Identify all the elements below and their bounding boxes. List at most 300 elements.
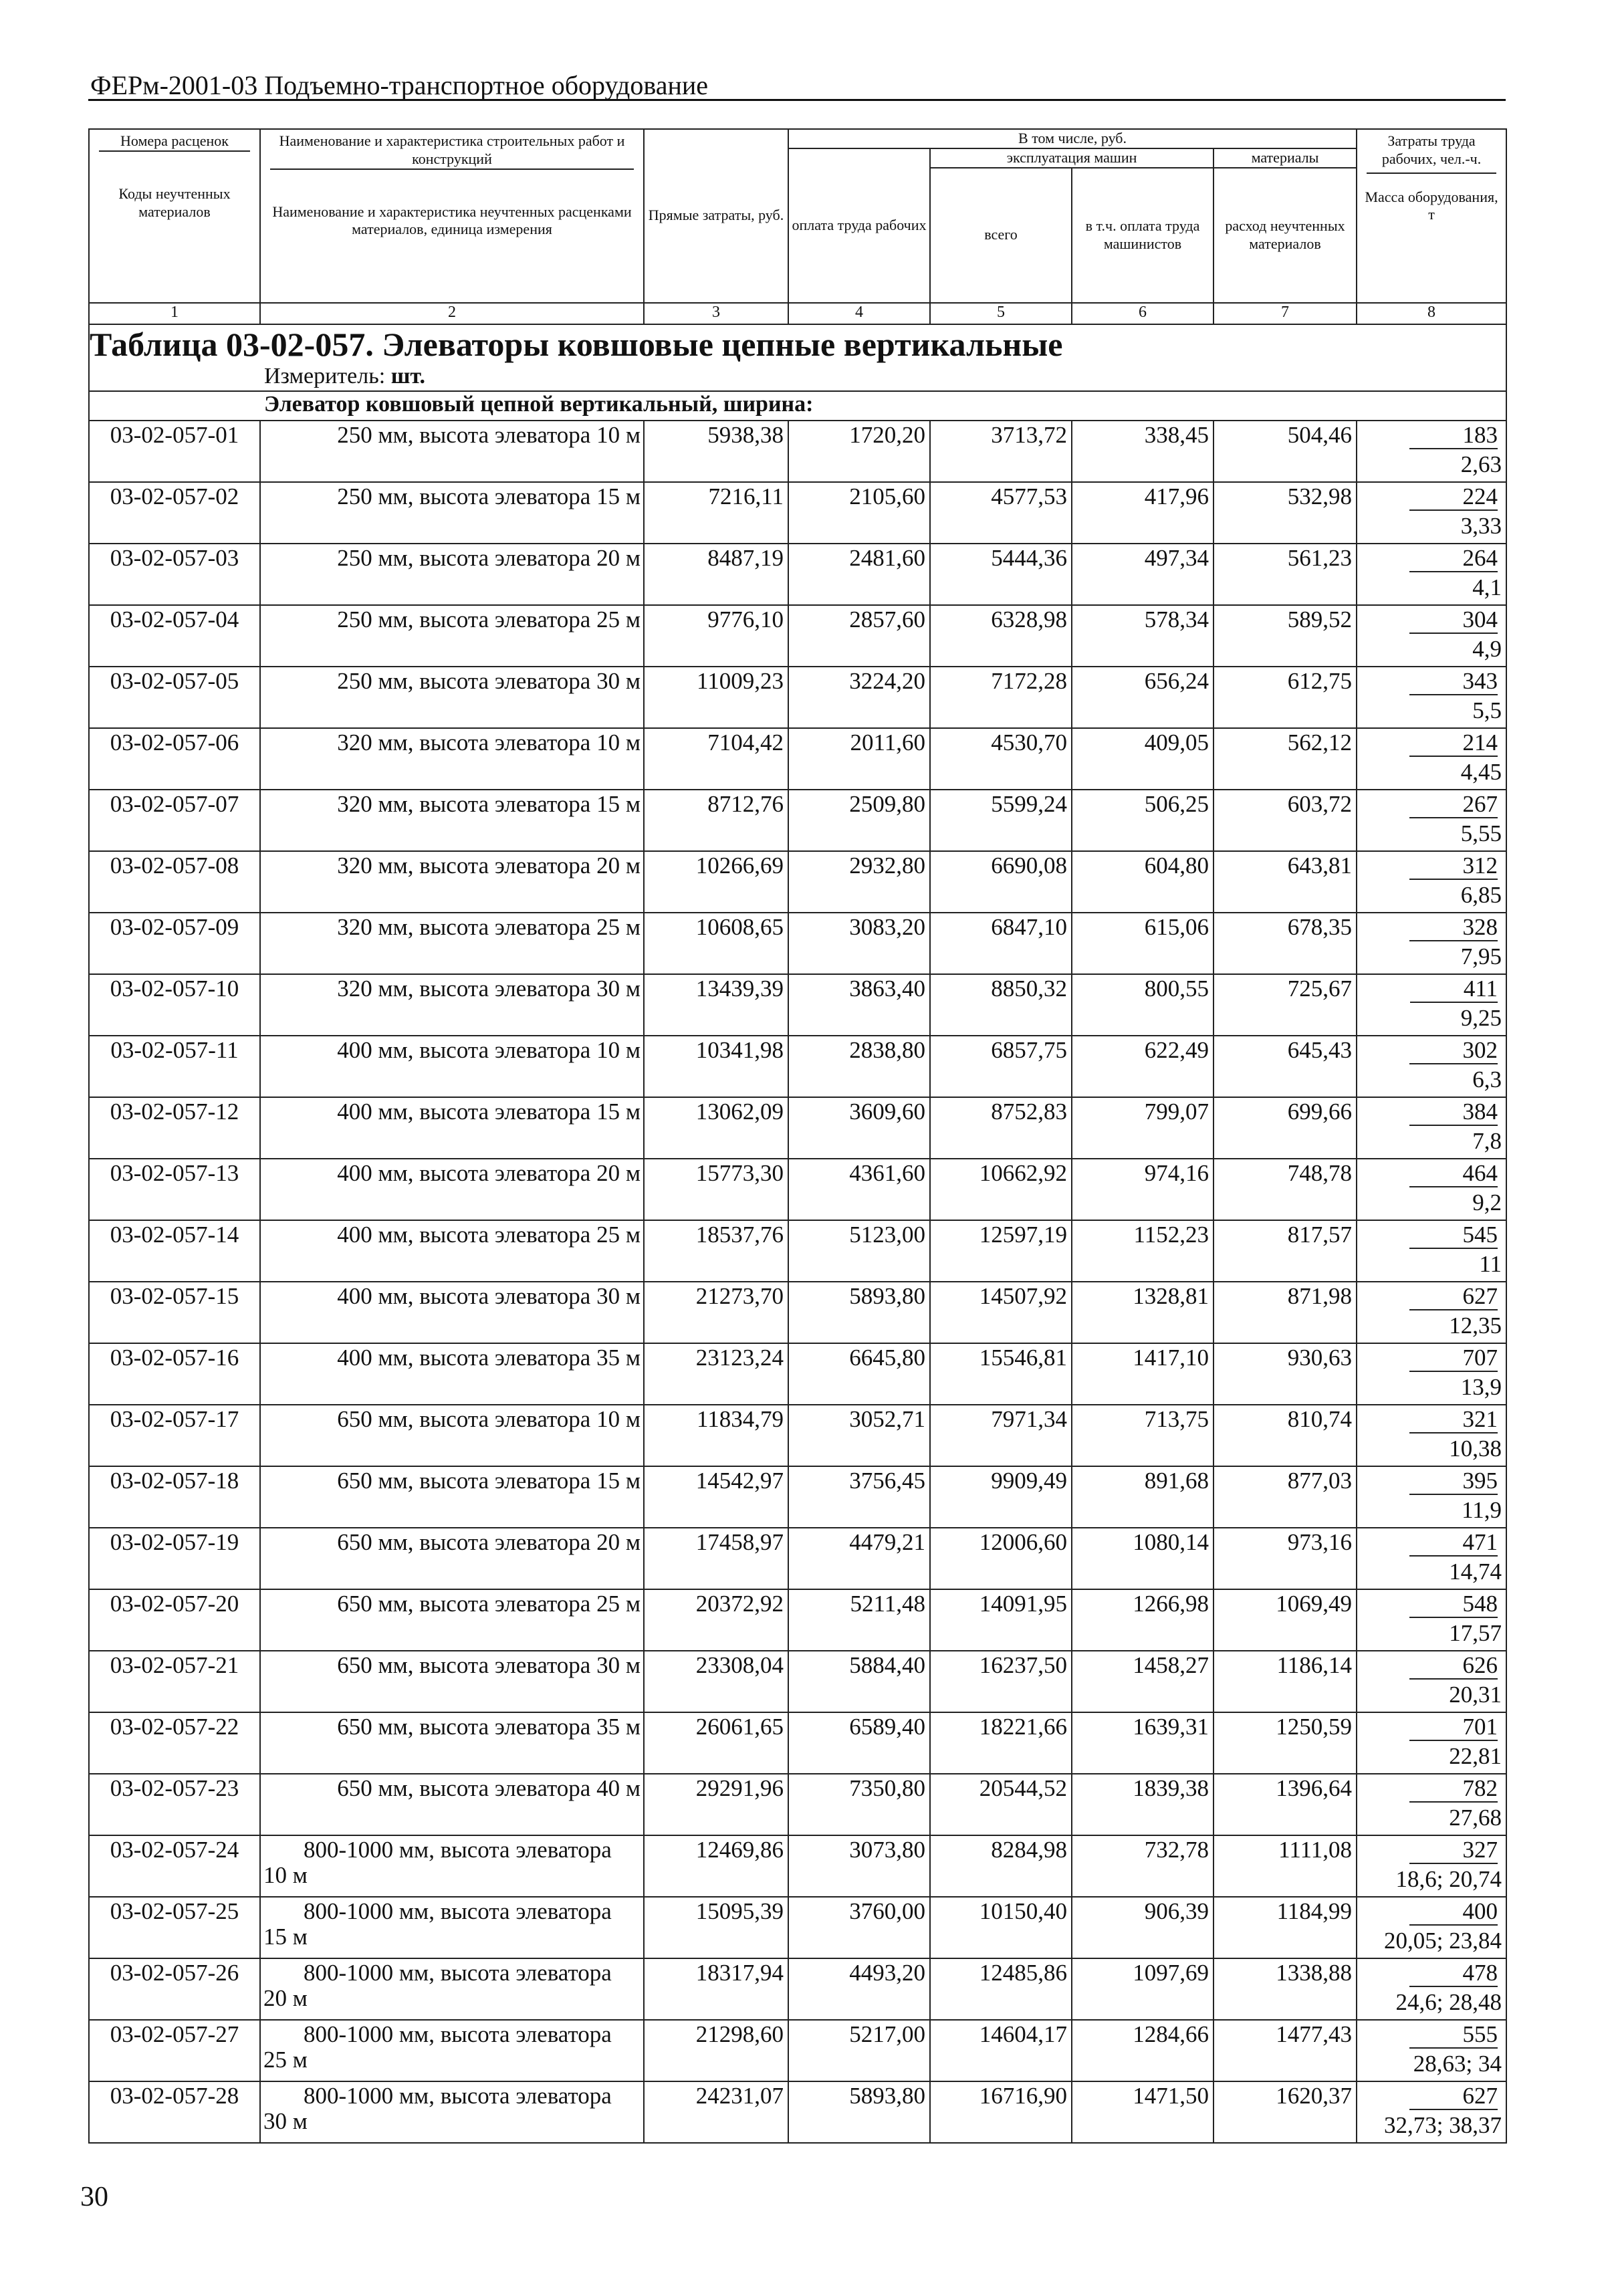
operators-wages: 799,07	[1072, 1097, 1214, 1159]
equipment-mass: 5,55	[1460, 820, 1502, 846]
workers-wages: 5211,48	[788, 1589, 930, 1651]
labor-and-mass	[1357, 1712, 1506, 1774]
machines-total: 20544,52	[930, 1774, 1072, 1835]
machines-total: 18221,66	[930, 1712, 1072, 1774]
rate-code: 03-02-057-01	[89, 421, 260, 482]
materials-cost: 589,52	[1214, 605, 1357, 667]
unit-label: Измеритель:	[264, 363, 386, 388]
column-number: 4	[788, 303, 930, 324]
machines-total: 9909,49	[930, 1466, 1072, 1528]
equipment-mass: 7,95	[1460, 943, 1502, 969]
work-description-text: 800-1000 мм, высота элеватора 20 м	[263, 1959, 612, 2011]
header-col7: расход неучтенных материалов	[1214, 168, 1357, 303]
header-incl: В том числе, руб.	[788, 129, 1357, 148]
labor-hours: 464	[1409, 1161, 1498, 1187]
work-description-text: 400 мм, высота элеватора 35 м	[337, 1344, 641, 1371]
direct-costs: 10341,98	[644, 1036, 788, 1097]
equipment-mass: 4,9	[1472, 635, 1502, 662]
table-row	[89, 728, 1506, 790]
work-description	[260, 728, 644, 790]
equipment-mass: 6,3	[1472, 1066, 1502, 1093]
machines-total: 8850,32	[930, 974, 1072, 1036]
machines-total: 4530,70	[930, 728, 1072, 790]
materials-cost: 643,81	[1214, 851, 1357, 913]
workers-wages: 2857,60	[788, 605, 930, 667]
workers-wages: 7350,80	[788, 1774, 930, 1835]
operators-wages: 1417,10	[1072, 1343, 1214, 1405]
equipment-mass: 5,5	[1472, 697, 1502, 723]
materials-cost: 532,98	[1214, 482, 1357, 544]
work-description-text: 320 мм, высота элеватора 10 м	[337, 729, 641, 756]
rate-code: 03-02-057-07	[89, 790, 260, 851]
operators-wages: 604,80	[1072, 851, 1214, 913]
equipment-mass: 22,81	[1449, 1742, 1502, 1769]
work-description	[260, 482, 644, 544]
header-col8	[1357, 129, 1506, 303]
direct-costs: 23123,24	[644, 1343, 788, 1405]
labor-and-mass	[1357, 1159, 1506, 1220]
rate-code: 03-02-057-20	[89, 1589, 260, 1651]
column-number: 2	[260, 303, 644, 324]
materials-cost: 678,35	[1214, 913, 1357, 974]
table-row	[89, 1589, 1506, 1651]
work-description-text: 250 мм, высота элеватора 15 м	[337, 483, 641, 509]
labor-and-mass	[1357, 482, 1506, 544]
materials-cost: 1186,14	[1214, 1651, 1357, 1712]
materials-cost: 725,67	[1214, 974, 1357, 1036]
rate-code: 03-02-057-21	[89, 1651, 260, 1712]
rate-code: 03-02-057-02	[89, 482, 260, 544]
labor-hours: 312	[1409, 853, 1498, 880]
materials-cost: 871,98	[1214, 1282, 1357, 1343]
machines-total: 6690,08	[930, 851, 1072, 913]
machines-total: 12485,86	[930, 1958, 1072, 2020]
rate-code: 03-02-057-23	[89, 1774, 260, 1835]
workers-wages: 2932,80	[788, 851, 930, 913]
materials-cost: 1111,08	[1214, 1835, 1357, 1897]
header-col1-top: Номера расценок	[99, 132, 250, 152]
workers-wages: 2509,80	[788, 790, 930, 851]
rate-code: 03-02-057-27	[89, 2020, 260, 2081]
operators-wages: 1328,81	[1072, 1282, 1214, 1343]
header-machines: эксплуатация машин	[930, 148, 1214, 168]
labor-and-mass	[1357, 1835, 1506, 1897]
header-col8-bottom: Масса оборудования, т	[1365, 188, 1498, 223]
rate-code: 03-02-057-18	[89, 1466, 260, 1528]
labor-hours: 214	[1409, 730, 1498, 757]
labor-hours: 555	[1409, 2022, 1498, 2049]
direct-costs: 7216,11	[644, 482, 788, 544]
header-col1-bottom: Коды неучтенных материалов	[118, 185, 231, 220]
table-row	[89, 1774, 1506, 1835]
equipment-mass: 4,45	[1460, 758, 1502, 785]
equipment-mass: 6,85	[1460, 881, 1502, 908]
labor-hours: 343	[1409, 669, 1498, 695]
work-description	[260, 421, 644, 482]
operators-wages: 622,49	[1072, 1036, 1214, 1097]
machines-total: 10150,40	[930, 1897, 1072, 1958]
workers-wages: 3756,45	[788, 1466, 930, 1528]
equipment-mass: 2,63	[1460, 451, 1502, 477]
work-description	[260, 974, 644, 1036]
labor-hours: 267	[1409, 792, 1498, 818]
materials-cost: 612,75	[1214, 667, 1357, 728]
operators-wages: 506,25	[1072, 790, 1214, 851]
work-description-text: 400 мм, высота элеватора 20 м	[337, 1159, 641, 1186]
operators-wages: 1458,27	[1072, 1651, 1214, 1712]
direct-costs: 29291,96	[644, 1774, 788, 1835]
equipment-mass: 4,1	[1472, 574, 1502, 600]
workers-wages: 2105,60	[788, 482, 930, 544]
labor-hours: 627	[1409, 2083, 1498, 2110]
work-description	[260, 1897, 644, 1958]
workers-wages: 5893,80	[788, 1282, 930, 1343]
rate-code: 03-02-057-19	[89, 1528, 260, 1589]
workers-wages: 1720,20	[788, 421, 930, 482]
direct-costs: 12469,86	[644, 1835, 788, 1897]
work-description-text: 650 мм, высота элеватора 35 м	[337, 1713, 641, 1740]
labor-hours: 304	[1409, 607, 1498, 634]
labor-and-mass	[1357, 974, 1506, 1036]
workers-wages: 5217,00	[788, 2020, 930, 2081]
machines-total: 16716,90	[930, 2081, 1072, 2143]
labor-and-mass	[1357, 544, 1506, 605]
table-row	[89, 1282, 1506, 1343]
group-heading: Элеватор ковшовый цепной вертикальный, ширина:	[260, 391, 1506, 421]
workers-wages: 6589,40	[788, 1712, 930, 1774]
workers-wages: 4479,21	[788, 1528, 930, 1589]
work-description-text: 320 мм, высота элеватора 25 м	[337, 913, 641, 940]
equipment-mass: 27,68	[1449, 1804, 1502, 1831]
table-row	[89, 1097, 1506, 1159]
work-description-text: 320 мм, высота элеватора 30 м	[337, 975, 641, 1002]
labor-and-mass	[1357, 1466, 1506, 1528]
workers-wages: 6645,80	[788, 1343, 930, 1405]
direct-costs: 13062,09	[644, 1097, 788, 1159]
labor-hours: 327	[1409, 1837, 1498, 1864]
direct-costs: 11834,79	[644, 1405, 788, 1466]
labor-and-mass	[1357, 1651, 1506, 1712]
table-row	[89, 1897, 1506, 1958]
labor-hours: 782	[1409, 1776, 1498, 1803]
direct-costs: 7104,42	[644, 728, 788, 790]
machines-total: 12006,60	[930, 1528, 1072, 1589]
direct-costs: 20372,92	[644, 1589, 788, 1651]
labor-hours: 471	[1409, 1530, 1498, 1557]
materials-cost: 1184,99	[1214, 1897, 1357, 1958]
workers-wages: 4361,60	[788, 1159, 930, 1220]
rate-code: 03-02-057-22	[89, 1712, 260, 1774]
rate-code: 03-02-057-28	[89, 2081, 260, 2143]
table-row	[89, 421, 1506, 482]
table-row	[89, 605, 1506, 667]
workers-wages: 3863,40	[788, 974, 930, 1036]
machines-total: 6847,10	[930, 913, 1072, 974]
operators-wages: 1471,50	[1072, 2081, 1214, 2143]
work-description	[260, 544, 644, 605]
table-row	[89, 851, 1506, 913]
work-description-text: 400 мм, высота элеватора 10 м	[337, 1036, 641, 1063]
equipment-mass: 7,8	[1472, 1127, 1502, 1154]
table-row	[89, 667, 1506, 728]
work-description	[260, 1343, 644, 1405]
direct-costs: 17458,97	[644, 1528, 788, 1589]
rate-code: 03-02-057-24	[89, 1835, 260, 1897]
unit-value: шт.	[390, 363, 426, 388]
workers-wages: 3083,20	[788, 913, 930, 974]
materials-cost: 748,78	[1214, 1159, 1357, 1220]
direct-costs: 21298,60	[644, 2020, 788, 2081]
work-description	[260, 1405, 644, 1466]
machines-total: 8752,83	[930, 1097, 1072, 1159]
work-description	[260, 1282, 644, 1343]
column-number: 1	[89, 303, 260, 324]
table-title: Таблица 03-02-057. Элеваторы ковшовые цепные вертикальные	[89, 324, 1506, 364]
table-row	[89, 974, 1506, 1036]
materials-cost: 1338,88	[1214, 1958, 1357, 2020]
labor-hours: 548	[1409, 1591, 1498, 1618]
equipment-mass: 14,74	[1449, 1558, 1502, 1585]
table-row	[89, 790, 1506, 851]
operators-wages: 1284,66	[1072, 2020, 1214, 2081]
machines-total: 12597,19	[930, 1220, 1072, 1282]
table-row	[89, 544, 1506, 605]
table-row	[89, 1036, 1506, 1097]
workers-wages: 3609,60	[788, 1097, 930, 1159]
rates-table	[88, 128, 1507, 2144]
machines-total: 10662,92	[930, 1159, 1072, 1220]
work-description	[260, 1036, 644, 1097]
rate-code: 03-02-057-15	[89, 1282, 260, 1343]
labor-hours: 626	[1409, 1653, 1498, 1680]
labor-and-mass	[1357, 913, 1506, 974]
machines-total: 4577,53	[930, 482, 1072, 544]
header-col8-top: Затраты труда рабочих, чел.-ч.	[1367, 132, 1496, 174]
materials-cost: 930,63	[1214, 1343, 1357, 1405]
labor-and-mass	[1357, 605, 1506, 667]
labor-and-mass	[1357, 421, 1506, 482]
work-description	[260, 605, 644, 667]
header-col3: Прямые затраты, руб.	[644, 129, 788, 303]
table-body	[89, 421, 1506, 2143]
rate-code: 03-02-057-05	[89, 667, 260, 728]
workers-wages: 5884,40	[788, 1651, 930, 1712]
machines-total: 16237,50	[930, 1651, 1072, 1712]
rate-code: 03-02-057-14	[89, 1220, 260, 1282]
operators-wages: 1839,38	[1072, 1774, 1214, 1835]
header-col2-bottom: Наименование и характеристика неучтенных расценками материалов, единица измерения	[272, 203, 632, 238]
running-head: ФЕРм-2001-03 Подъемно-транспортное оборудование	[90, 70, 709, 100]
rate-code: 03-02-057-09	[89, 913, 260, 974]
table-row	[89, 1159, 1506, 1220]
materials-cost: 877,03	[1214, 1466, 1357, 1528]
labor-hours: 400	[1409, 1899, 1498, 1926]
operators-wages: 1080,14	[1072, 1528, 1214, 1589]
work-description-text: 800-1000 мм, высота элеватора 15 м	[263, 1898, 612, 1950]
table-row	[89, 1528, 1506, 1589]
operators-wages: 891,68	[1072, 1466, 1214, 1528]
machines-total: 5444,36	[930, 544, 1072, 605]
labor-hours: 707	[1409, 1345, 1498, 1372]
labor-and-mass	[1357, 1036, 1506, 1097]
operators-wages: 409,05	[1072, 728, 1214, 790]
machines-total: 14507,92	[930, 1282, 1072, 1343]
materials-cost: 810,74	[1214, 1405, 1357, 1466]
work-description	[260, 1774, 644, 1835]
column-number: 7	[1214, 303, 1357, 324]
header-col6: в т.ч. оплата труда машинистов	[1072, 168, 1214, 303]
labor-and-mass	[1357, 1343, 1506, 1405]
work-description	[260, 1589, 644, 1651]
operators-wages: 800,55	[1072, 974, 1214, 1036]
workers-wages: 3052,71	[788, 1405, 930, 1466]
table-row	[89, 1466, 1506, 1528]
operators-wages: 713,75	[1072, 1405, 1214, 1466]
table-row	[89, 913, 1506, 974]
labor-and-mass	[1357, 728, 1506, 790]
operators-wages: 1266,98	[1072, 1589, 1214, 1651]
materials-cost: 1069,49	[1214, 1589, 1357, 1651]
rate-code: 03-02-057-10	[89, 974, 260, 1036]
equipment-mass: 11,9	[1462, 1496, 1502, 1523]
operators-wages: 417,96	[1072, 482, 1214, 544]
machines-total: 6857,75	[930, 1036, 1072, 1097]
labor-hours: 321	[1409, 1407, 1498, 1433]
rate-code: 03-02-057-04	[89, 605, 260, 667]
labor-and-mass	[1357, 790, 1506, 851]
work-description	[260, 667, 644, 728]
direct-costs: 15095,39	[644, 1897, 788, 1958]
labor-and-mass	[1357, 1589, 1506, 1651]
column-number: 8	[1357, 303, 1506, 324]
rate-code: 03-02-057-03	[89, 544, 260, 605]
machines-total: 14091,95	[930, 1589, 1072, 1651]
labor-and-mass	[1357, 2081, 1506, 2143]
header-col2	[260, 129, 644, 303]
work-description-text: 250 мм, высота элеватора 10 м	[337, 421, 641, 448]
operators-wages: 497,34	[1072, 544, 1214, 605]
work-description	[260, 913, 644, 974]
work-description-text: 400 мм, высота элеватора 25 м	[337, 1221, 641, 1248]
operators-wages: 578,34	[1072, 605, 1214, 667]
work-description-text: 650 мм, высота элеватора 20 м	[337, 1528, 641, 1555]
labor-and-mass	[1357, 1774, 1506, 1835]
machines-total: 5599,24	[930, 790, 1072, 851]
labor-and-mass	[1357, 667, 1506, 728]
equipment-mass: 9,25	[1460, 1004, 1502, 1031]
rate-code: 03-02-057-08	[89, 851, 260, 913]
column-numbers-row	[89, 303, 1506, 324]
rate-code: 03-02-057-11	[89, 1036, 260, 1097]
labor-and-mass	[1357, 1405, 1506, 1466]
labor-hours: 478	[1409, 1960, 1498, 1987]
materials-cost: 817,57	[1214, 1220, 1357, 1282]
labor-and-mass	[1357, 1097, 1506, 1159]
work-description-text: 650 мм, высота элеватора 10 м	[337, 1405, 641, 1432]
materials-cost: 699,66	[1214, 1097, 1357, 1159]
work-description-text: 320 мм, высота элеватора 15 м	[337, 790, 641, 817]
work-description	[260, 1651, 644, 1712]
work-description-text: 800-1000 мм, высота элеватора 30 м	[263, 2082, 612, 2134]
work-description-text: 650 мм, высота элеватора 30 м	[337, 1651, 641, 1678]
direct-costs: 21273,70	[644, 1282, 788, 1343]
work-description-text: 650 мм, высота элеватора 25 м	[337, 1590, 641, 1617]
page-number: 30	[80, 2182, 108, 2212]
work-description	[260, 1712, 644, 1774]
workers-wages: 3760,00	[788, 1897, 930, 1958]
running-head-rule	[88, 99, 1506, 101]
direct-costs: 8712,76	[644, 790, 788, 851]
materials-cost: 1396,64	[1214, 1774, 1357, 1835]
equipment-mass: 32,73; 38,37	[1384, 2111, 1502, 2138]
header-col2-top: Наименование и характеристика строительных работ и конструкций	[270, 132, 634, 170]
labor-hours: 627	[1409, 1284, 1498, 1310]
rate-code: 03-02-057-13	[89, 1159, 260, 1220]
operators-wages: 1152,23	[1072, 1220, 1214, 1282]
work-description-text: 250 мм, высота элеватора 25 м	[337, 606, 641, 633]
machines-total: 7172,28	[930, 667, 1072, 728]
machines-total: 15546,81	[930, 1343, 1072, 1405]
labor-hours: 545	[1409, 1222, 1498, 1249]
workers-wages: 3073,80	[788, 1835, 930, 1897]
work-description	[260, 790, 644, 851]
machines-total: 8284,98	[930, 1835, 1072, 1897]
operators-wages: 732,78	[1072, 1835, 1214, 1897]
work-description	[260, 1466, 644, 1528]
rate-code: 03-02-057-12	[89, 1097, 260, 1159]
operators-wages: 615,06	[1072, 913, 1214, 974]
labor-and-mass	[1357, 1220, 1506, 1282]
equipment-mass: 20,31	[1449, 1681, 1502, 1708]
operators-wages: 1097,69	[1072, 1958, 1214, 2020]
rate-code: 03-02-057-06	[89, 728, 260, 790]
table-row	[89, 1712, 1506, 1774]
labor-hours: 264	[1409, 546, 1498, 572]
header-col4: оплата труда рабочих	[788, 148, 930, 303]
table-row	[89, 1220, 1506, 1282]
materials-cost: 562,12	[1214, 728, 1357, 790]
work-description	[260, 851, 644, 913]
column-number: 3	[644, 303, 788, 324]
header-col1	[89, 129, 260, 303]
column-number: 5	[930, 303, 1072, 324]
labor-and-mass	[1357, 1958, 1506, 2020]
table-row	[89, 2020, 1506, 2081]
direct-costs: 26061,65	[644, 1712, 788, 1774]
work-description-text: 400 мм, высота элеватора 30 м	[337, 1282, 641, 1309]
labor-hours: 701	[1409, 1714, 1498, 1741]
work-description	[260, 1835, 644, 1897]
direct-costs: 18317,94	[644, 1958, 788, 2020]
operators-wages: 338,45	[1072, 421, 1214, 482]
machines-total: 3713,72	[930, 421, 1072, 482]
work-description-text: 250 мм, высота элеватора 20 м	[337, 544, 641, 571]
work-description	[260, 1097, 644, 1159]
rate-code: 03-02-057-25	[89, 1897, 260, 1958]
work-description-text: 400 мм, высота элеватора 15 м	[337, 1098, 641, 1125]
direct-costs: 10608,65	[644, 913, 788, 974]
table-row	[89, 2081, 1506, 2143]
materials-cost: 504,46	[1214, 421, 1357, 482]
work-description	[260, 1159, 644, 1220]
equipment-mass: 18,6; 20,74	[1395, 1865, 1502, 1892]
work-description	[260, 2020, 644, 2081]
labor-and-mass	[1357, 851, 1506, 913]
workers-wages: 3224,20	[788, 667, 930, 728]
rate-code: 03-02-057-17	[89, 1405, 260, 1466]
labor-and-mass	[1357, 1897, 1506, 1958]
materials-cost: 561,23	[1214, 544, 1357, 605]
